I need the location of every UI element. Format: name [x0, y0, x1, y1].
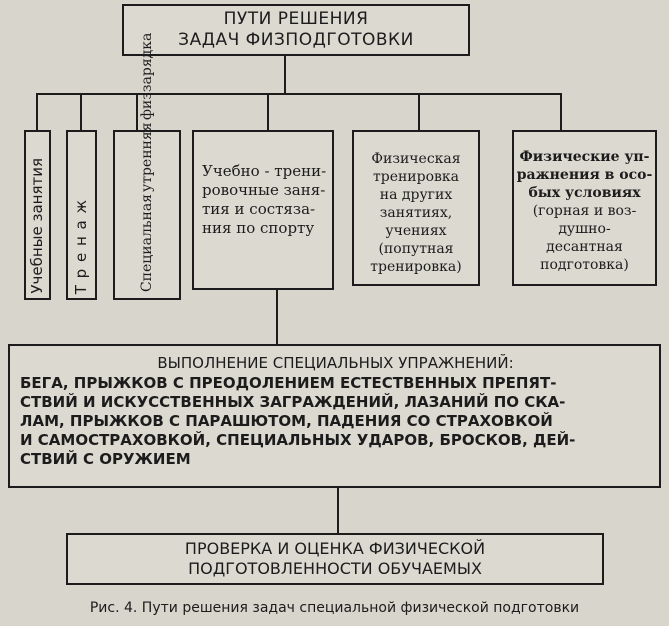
middle-line-3: ЛАМ, ПРЫЖКОВ С ПАРАШЮТОМ, ПАДЕНИЯ СО СТРАХОВКОЙ — [20, 412, 553, 430]
branch-label-sport-training-l1: Учебно - трени- — [202, 162, 327, 180]
bottom-line-1: ПРОВЕРКА И ОЦЕНКА ФИЗИЧЕСКОЙ — [184, 539, 486, 558]
middle-line-4: И САМОСТРАХОВКОЙ, СПЕЦИАЛЬНЫХ УДАРОВ, БРОСКОВ, ДЕЙ- — [20, 431, 576, 449]
branch-label-special-l7: подготовка) — [540, 257, 629, 273]
branch-box-special-conditions — [512, 130, 657, 286]
branch-label-morning-exercise-l1: Специальная — [138, 193, 155, 292]
branch-label-morning-exercise-l2: утренняя — [138, 122, 155, 192]
connector-to-bottom — [337, 488, 339, 533]
middle-box-special-exercises — [8, 344, 661, 488]
connector-branch-1 — [36, 93, 38, 130]
branch-label-incidental-l1: Физическая — [371, 151, 461, 167]
branch-box-incidental-training — [352, 130, 480, 286]
branch-label-incidental-l4: занятиях, — [379, 205, 453, 221]
figure-caption: Рис. 4. Пути решения задач специальной физической подготовки — [89, 600, 580, 616]
branch-label-morning-exercise-l3: физзарядка — [138, 32, 155, 121]
branch-box-morning-exercise — [113, 32, 181, 300]
middle-line-2: СТВИЙ И ИСКУССТВЕННЫХ ЗАГРАЖДЕНИЙ, ЛАЗАНИЙ ПО СКА- — [20, 393, 566, 411]
connector-top-down — [284, 56, 286, 94]
connector-branch-2 — [80, 93, 82, 130]
branch-box-study-lessons — [24, 130, 51, 300]
branch-label-incidental-l3: на других — [379, 187, 453, 203]
branch-label-special-l1: Физические уп- — [519, 149, 650, 165]
branch-label-incidental-l6: (попутная — [378, 241, 454, 257]
branch-label-training-drill: Т р е н а ж — [71, 198, 90, 294]
top-title-line1: ПУТИ РЕШЕНИЯ — [223, 9, 369, 29]
branch-label-special-l5: душно- — [558, 221, 611, 237]
connector-to-middle — [276, 290, 278, 344]
branch-label-special-l2: ражнения в осо- — [516, 167, 653, 183]
branch-label-study-lessons: Учебные занятия — [27, 158, 46, 294]
connector-branch-6 — [560, 93, 562, 130]
bottom-box-assessment — [66, 533, 604, 585]
top-title-line2: ЗАДАЧ ФИЗПОДГОТОВКИ — [178, 30, 414, 50]
branch-label-sport-training-l3: тия и состяза- — [202, 200, 316, 218]
branch-label-incidental-l7: тренировка) — [370, 259, 462, 275]
branch-label-sport-training-l4: ния по спорту — [202, 219, 315, 237]
branch-label-special-l3: бых условиях — [528, 185, 641, 201]
connector-branch-5 — [418, 93, 420, 130]
branch-label-special-l6: десантная — [546, 239, 623, 255]
middle-title: ВЫПОЛНЕНИЕ СПЕЦИАЛЬНЫХ УПРАЖНЕНИЙ: — [157, 354, 514, 372]
branch-box-sport-training — [192, 130, 334, 290]
branch-label-special-l4: (горная и воз- — [532, 203, 637, 219]
branch-label-sport-training-l2: ровочные заня- — [202, 181, 326, 199]
middle-line-5: СТВИЙ С ОРУЖИЕМ — [20, 450, 191, 468]
connector-branch-4 — [267, 93, 269, 130]
branch-label-incidental-l2: тренировка — [372, 169, 460, 185]
middle-line-1: БЕГА, ПРЫЖКОВ С ПРЕОДОЛЕНИЕМ ЕСТЕСТВЕННЫХ ПРЕПЯТ- — [20, 374, 557, 392]
branch-label-incidental-l5: учениях — [385, 223, 447, 239]
branch-box-training-drill — [66, 130, 97, 300]
bottom-line-2: ПОДГОТОВЛЕННОСТИ ОБУЧАЕМЫХ — [188, 559, 482, 578]
